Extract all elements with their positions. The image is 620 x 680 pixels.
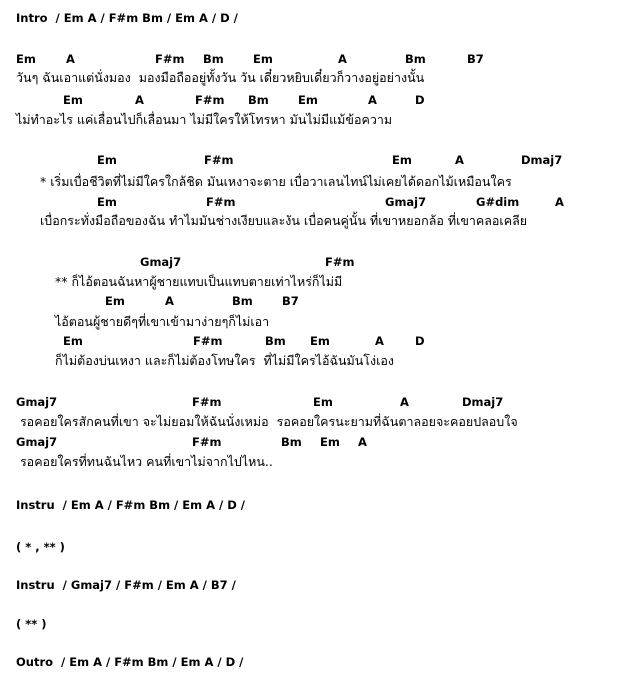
- chord: Em: [313, 395, 333, 409]
- lyric-line: รอคอยใครสักคนที่เขา จะไม่ยอมให้ฉันนั่งเหม่อ รอคอยใครนะยามที่ฉันตาลอยจะคอยปลอบใจ: [16, 414, 518, 429]
- outro-line: Outro / Em A / F#m Bm / Em A / D /: [16, 655, 244, 669]
- chord: Gmaj7: [140, 255, 182, 269]
- chord: A: [165, 294, 174, 308]
- chord: Em: [97, 153, 117, 167]
- chord: Bm: [405, 52, 426, 66]
- instrumental-line: Instru / Em A / F#m Bm / Em A / D /: [16, 498, 245, 512]
- chord: F#m: [195, 93, 225, 107]
- chord: Dmaj7: [521, 153, 563, 167]
- chord: Bm: [281, 435, 302, 449]
- chord: Em: [298, 93, 318, 107]
- lyric-line: ไม่ทำอะไร แค่เลื่อนไปก็เลื่อนมา ไม่มีใครให้โทรหา มันไม่มีแม้ข้อความ: [16, 112, 393, 127]
- chord: B7: [467, 52, 484, 66]
- chord: F#m: [192, 395, 222, 409]
- intro-line: Intro / Em A / F#m Bm / Em A / D /: [16, 11, 238, 25]
- lyric-line: รอคอยใครที่ทนฉันไหว คนที่เขาไม่จากไปไหน..: [16, 454, 273, 469]
- chord: Gmaj7: [16, 395, 58, 409]
- chord: F#m: [155, 52, 185, 66]
- lyric-line: เบื่อกระทั่งมือถือของฉัน ทำไมมันช่างเงียบและงัน เบื่อคนคู่นั้น ที่เขาหยอกล้อ ที่เขาคลอเคลีย: [40, 213, 528, 228]
- chord: F#m: [204, 153, 234, 167]
- chord: A: [400, 395, 409, 409]
- lyric-line: * เริ่มเบื่อชีวิตที่ไม่มีใครใกล้ชิด มันเหงาจะตาย เบื่อวาเลนไทน์ไม่เคยได้ดอกไม้เหมือนใคร: [40, 174, 512, 189]
- chord: F#m: [325, 255, 355, 269]
- chord: Em: [16, 52, 36, 66]
- chord: A: [368, 93, 377, 107]
- lyric-line: ก็ไม่ต้องบ่นเหงา และก็ไม่ต้องโทษใคร ที่ไม่มีใครไอ้ฉันมันโง่เอง: [55, 353, 395, 368]
- chord: B7: [282, 294, 299, 308]
- chord: A: [358, 435, 367, 449]
- chord: G#dim: [476, 195, 520, 209]
- chord: F#m: [192, 435, 222, 449]
- chord: F#m: [193, 334, 223, 348]
- chord: D: [415, 93, 425, 107]
- chord: Bm: [248, 93, 269, 107]
- chord: Em: [392, 153, 412, 167]
- repeat-line: ( * , ** ): [16, 540, 65, 554]
- chord: A: [455, 153, 464, 167]
- lyric-line: ** ก็ไอ้ตอนฉันหาผู้ชายแทบเป็นแทบตายเท่าไหร่ก็ไม่มี: [55, 274, 343, 289]
- chord: Bm: [203, 52, 224, 66]
- instrumental-line: Instru / Gmaj7 / F#m / Em A / B7 /: [16, 578, 236, 592]
- chord: Em: [105, 294, 125, 308]
- chord: D: [415, 334, 425, 348]
- repeat-line: ( ** ): [16, 617, 47, 631]
- lyric-line: ไอ้ตอนผู้ชายดีๆที่เขาเข้ามาง่ายๆก็ไม่เอา: [55, 314, 270, 329]
- chord: Bm: [232, 294, 253, 308]
- chord: Em: [63, 93, 83, 107]
- chord: Em: [63, 334, 83, 348]
- chord: Em: [310, 334, 330, 348]
- chord: Bm: [265, 334, 286, 348]
- chord: A: [338, 52, 347, 66]
- chord: Em: [97, 195, 117, 209]
- chord: Gmaj7: [385, 195, 427, 209]
- chord: Em: [253, 52, 273, 66]
- chord: Dmaj7: [462, 395, 504, 409]
- chord: F#m: [206, 195, 236, 209]
- chord: A: [555, 195, 564, 209]
- chord: Em: [320, 435, 340, 449]
- chord: A: [66, 52, 75, 66]
- chord: Gmaj7: [16, 435, 58, 449]
- chord: A: [375, 334, 384, 348]
- chord: A: [135, 93, 144, 107]
- lyric-line: วันๆ ฉันเอาแต่นั่งมอง มองมือถืออยู่ทั้งวัน วัน เดี๋ยวหยิบเดี๋ยวก็วางอยู่อย่างนั้น: [16, 70, 425, 85]
